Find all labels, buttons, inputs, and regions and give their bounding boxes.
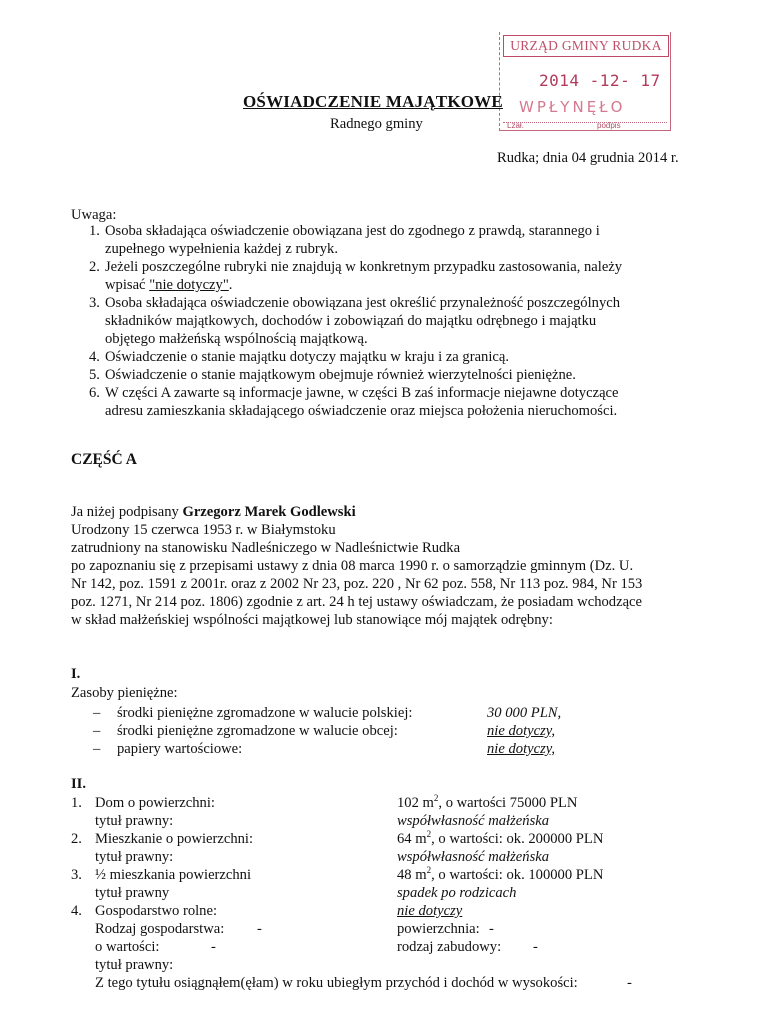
item-line (105, 276, 711, 294)
zasoby-label-polish: środki pieniężne zgromadzone w walucie polskiej: (117, 705, 413, 721)
uwaga-item (71, 384, 711, 420)
farm-worth-value: - (211, 939, 216, 955)
property-value (397, 830, 603, 848)
item-number: 2. (89, 259, 100, 275)
paragraph-line: w skład małżeńskiej wspólności majątkowej lub stanowiące mój majątek odrębny: (71, 612, 553, 628)
uwaga-item (71, 294, 711, 348)
item-number: 3. (71, 867, 82, 883)
section-1-heading: I. (71, 666, 81, 682)
income-label: Z tego tytułu osiągnąłem(ęłam) w roku ubiegłym przychód i dochód w wysokości: (95, 975, 578, 991)
title-value: współwłasność małżeńska (397, 849, 550, 865)
intro-line (71, 503, 711, 521)
property-title-row (71, 812, 691, 830)
farm-title-row (71, 956, 691, 974)
area-exponent: 2 (426, 865, 432, 876)
zasoby-row (71, 722, 591, 740)
zasoby-value-foreign: nie dotyczy, (487, 723, 556, 739)
property-value: nie dotyczy (397, 903, 463, 919)
declarant-paragraph (71, 503, 711, 629)
zasoby-label: Zasoby pieniężne: (71, 685, 178, 701)
title-label: tytuł prawny: (95, 813, 174, 829)
stamp-date: 2014 -12- 17 (539, 71, 661, 90)
declarant-name: Grzegorz Marek Godlewski (182, 504, 356, 520)
section-2-heading: II. (71, 776, 87, 792)
dash: – (93, 723, 101, 739)
farm-worth-label: o wartości: (95, 939, 160, 955)
farm-area-value: - (489, 921, 494, 937)
dash: – (93, 705, 101, 721)
document-subtitle: Radnego gminy (330, 116, 423, 132)
item-number: 5. (89, 367, 100, 383)
item-tail: . (228, 277, 233, 293)
property-title-row (71, 884, 691, 902)
uwaga-item (71, 348, 711, 366)
item-line: W części A zawarte są informacje jawne, w części B zaś informacje niejawne dotyczące (105, 385, 619, 401)
stamp-zal-label: Lzał. (507, 121, 524, 130)
section-heading-czesc-a: CZĘŚĆ A (71, 451, 137, 468)
item-line: Oświadczenie o stanie majątkowym obejmuje również wierzytelności pieniężne. (105, 367, 576, 383)
item-number: 2. (71, 831, 82, 847)
property-label: ½ mieszkania powierzchni (95, 867, 252, 883)
paragraph-line: Nr 142, poz. 1591 z 2001r. oraz z 2002 Nr 23, poz. 220 , Nr 62 poz. 558, Nr 113 poz. 984, Nr 153 (71, 576, 643, 592)
paragraph-line: poz. 1271, Nr 214 poz. 1806) zgodnie z art. 24 h tej ustawy oświadczam, że posiadam wchodzące (71, 594, 643, 610)
item-line: Jeżeli poszczególne rubryki nie znajdują w konkretnym przypadku zastosowania, należy (105, 259, 623, 275)
area: 64 m (397, 831, 427, 847)
worth: , o wartości: ok. 100000 PLN (431, 867, 604, 883)
item-number: 4. (71, 903, 82, 919)
property-row-dom (71, 794, 691, 812)
paragraph-line: po zapoznaniu się z przepisami ustawy z dnia 08 marca 1990 r. o samorządzie gminnym (Dz. U. (71, 558, 634, 574)
property-label: Dom o powierzchni: (95, 795, 215, 811)
paragraph-line: Urodzony 15 czerwca 1953 r. w Białymstoku (71, 522, 336, 538)
zasoby-row (71, 740, 591, 758)
farm-value-row (71, 938, 691, 956)
area: 102 m (397, 795, 434, 811)
property-row-gospodarstwo (71, 902, 691, 920)
intro-prefix: Ja niżej podpisany (71, 504, 183, 520)
property-title-row (71, 848, 691, 866)
title-value: spadek po rodzicach (397, 885, 517, 901)
item-line: adresu zamieszkania składającego oświadczenie oraz miejsca położenia nieruchomości. (105, 403, 618, 419)
item-number: 4. (89, 349, 100, 365)
property-value (397, 866, 603, 884)
uwaga-label: Uwaga: (71, 207, 117, 223)
stamp-received: WPŁYNĘŁO (519, 98, 626, 116)
title-label: tytuł prawny: (95, 957, 174, 973)
item-number: 1. (89, 223, 100, 239)
farm-type-value: - (257, 921, 262, 937)
farm-income-row (71, 974, 691, 992)
office-stamp (499, 32, 671, 132)
building-type-label: rodzaj zabudowy: (397, 939, 502, 955)
property-row-mieszkanie (71, 830, 691, 848)
stamp-podpis-label: podpis (597, 121, 621, 130)
farm-type-label: Rodzaj gospodarstwa: (95, 921, 225, 937)
property-label: Gospodarstwo rolne: (95, 903, 218, 919)
property-value (397, 794, 577, 812)
zasoby-value-securities: nie dotyczy, (487, 741, 556, 757)
item-line: objętego małżeńską wspólnością majątkową. (105, 331, 368, 347)
farm-area-label: powierzchnia: (397, 921, 480, 937)
uwaga-item (71, 258, 711, 294)
title-value: współwłasność małżeńska (397, 813, 550, 829)
farm-type-row (71, 920, 691, 938)
property-label: Mieszkanie o powierzchni: (95, 831, 254, 847)
paragraph-line: zatrudniony na stanowisku Nadleśniczego w Nadleśnictwie Rudka (71, 540, 461, 556)
item-line: Oświadczenie o stanie majątku dotyczy majątku w kraju i za granicą. (105, 349, 510, 365)
item-number: 6. (89, 385, 100, 401)
uwaga-list (71, 222, 711, 420)
document-title: OŚWIADCZENIE MAJĄTKOWE (243, 92, 503, 111)
income-value: - (627, 975, 632, 991)
area-exponent: 2 (426, 829, 432, 840)
item-lead: wpisać (105, 277, 150, 293)
zasoby-row (71, 704, 591, 722)
title-label: tytuł prawny: (95, 849, 174, 865)
zasoby-label-securities: papiery wartościowe: (117, 741, 243, 757)
building-type-value: - (533, 939, 538, 955)
stamp-signature-line (503, 122, 667, 123)
item-number: 1. (71, 795, 82, 811)
dash: – (93, 741, 101, 757)
title-label: tytuł prawny (95, 885, 170, 901)
zasoby-label-foreign: środki pieniężne zgromadzone w walucie obcej: (117, 723, 398, 739)
item-line: składników majątkowych, dochodów i zobowiązań do majątku odrębnego i majątku (105, 313, 597, 329)
zasoby-value-polish: 30 000 PLN, (487, 705, 562, 721)
item-line: Osoba składająca oświadczenie obowiązana jest do zgodnego z prawdą, starannego i (105, 223, 600, 239)
area: 48 m (397, 867, 427, 883)
stamp-office-name: URZĄD GMINY RUDKA (503, 35, 669, 57)
property-row-half-flat (71, 866, 691, 884)
item-line: zupełnego wypełnienia każdej z rubryk. (105, 241, 339, 257)
worth: , o wartości: ok. 200000 PLN (431, 831, 604, 847)
date-line: Rudka; dnia 04 grudnia 2014 r. (497, 150, 679, 166)
uwaga-item (71, 222, 711, 258)
item-line: Osoba składająca oświadczenie obowiązana jest określić przynależność poszczególnych (105, 295, 621, 311)
nie-dotyczy-term: "nie dotyczy" (149, 277, 229, 293)
worth: , o wartości 75000 PLN (438, 795, 578, 811)
area-exponent: 2 (433, 793, 439, 804)
uwaga-item (71, 366, 711, 384)
item-number: 3. (89, 295, 100, 311)
